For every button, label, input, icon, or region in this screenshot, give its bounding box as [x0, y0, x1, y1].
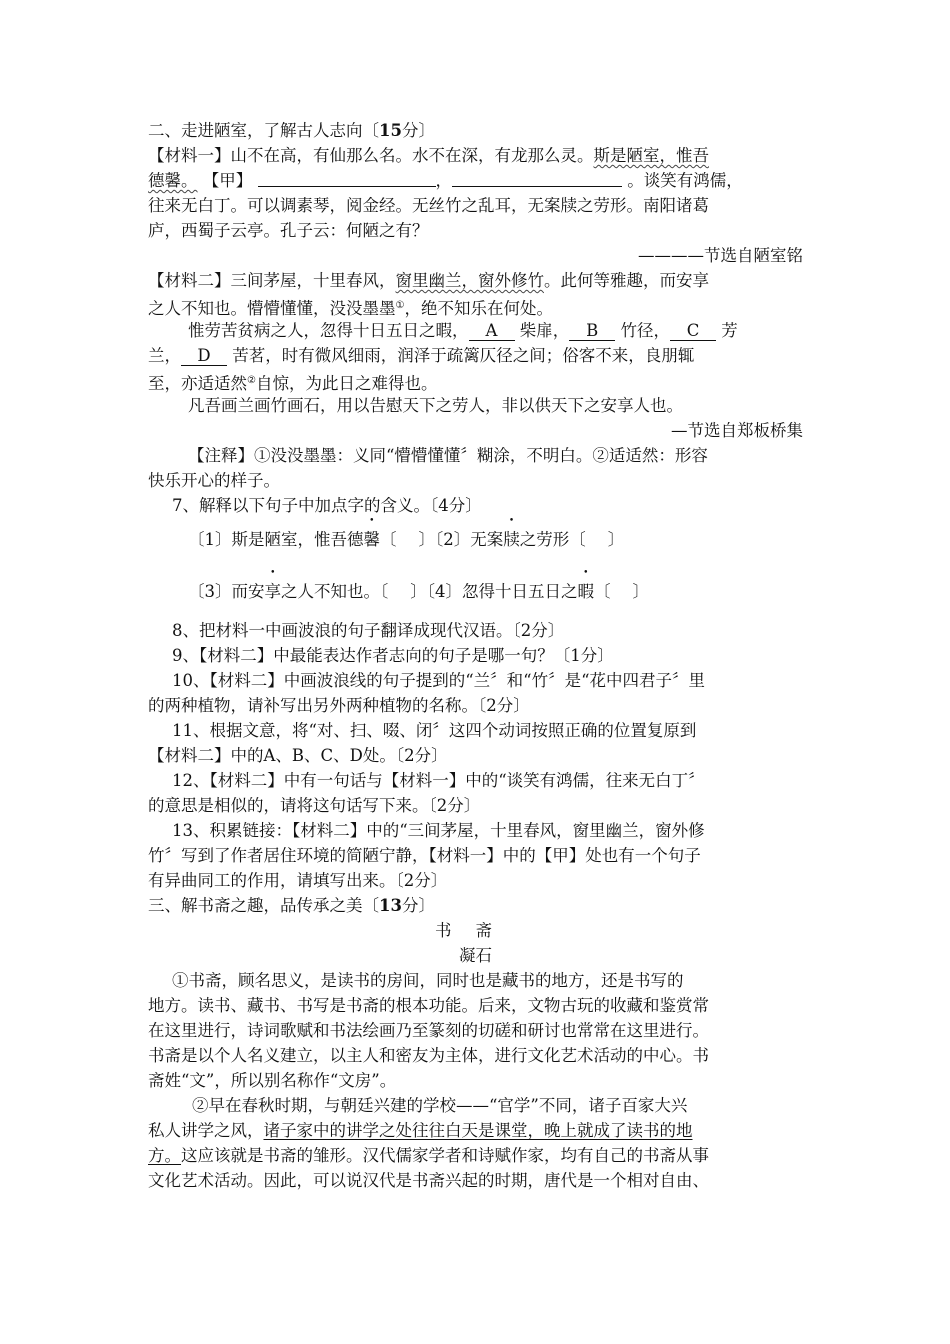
article-underlined-sentence-a: 诸子家中的讲学之处往往白天是课堂，晚上就成了读书的地 — [263, 1121, 693, 1140]
section2-heading — [148, 118, 803, 143]
material1-line1 — [148, 143, 803, 168]
material2-line2-b: ，绝不知乐在何处。 — [404, 299, 553, 318]
q7-s4-close: 〕 — [632, 582, 649, 601]
material1-line2-d: 。谈笑有鸿儒， — [627, 171, 743, 190]
article-p1-l1: ①书斋，顾名思义，是读书的房间，同时也是藏书的地方，还是书写的 — [172, 971, 684, 990]
material1-wavy-sentence-b: 德馨。 — [148, 171, 198, 190]
article-underlined-sentence-b: 方。 — [148, 1146, 181, 1165]
q7-row1 — [148, 518, 803, 556]
article-author: 凝石 — [459, 946, 492, 965]
article-title: 书斋 — [435, 921, 516, 940]
section3-title-pre: 三、解书斋之趣，品传承之美〔 — [148, 896, 379, 915]
blank-b[interactable]: B — [569, 321, 615, 341]
q7-s3-a: 〔3〕而安 — [188, 582, 265, 601]
article-p2-l2-a: 私人讲学之风， — [148, 1121, 264, 1140]
section3-title-post: 分〕 — [401, 896, 435, 915]
note-line2: 快乐开心的样子。 — [148, 471, 280, 490]
material2-p2-line3-a: 至，亦适适然 — [148, 374, 247, 393]
article-p2-l3 — [148, 1143, 803, 1168]
material2-p2-line1-c: 竹径， — [620, 321, 670, 340]
q7-stem: 7、解释以下句子中加点字的含义。〔4分〕 — [172, 496, 482, 515]
material2-line1 — [148, 268, 803, 293]
exam-page — [148, 118, 803, 1193]
q12-line1: 12、【材料二】中有一句话与【材料一】中的“谈笑有鸿儒，往来无白丁〞 — [172, 771, 705, 790]
q10-line1: 10、【材料二】中画波浪线的句子提到的“兰〞和“竹〞是“花中四君子〞里 — [172, 671, 706, 690]
article-p2-l3-b: 这应该就是书斋的雏形。汉代儒家学者和诗赋作家，均有自己的书斋从事 — [181, 1146, 709, 1165]
article-p2-l2 — [148, 1118, 803, 1143]
q7-s3-dotted: 享 — [264, 582, 281, 601]
material2-p2-line2-a: 兰， — [148, 346, 181, 365]
q13-line3: 有异曲同工的作用，请填写出来。〔2分〕 — [148, 871, 448, 890]
material2-p2-line1-a: 惟劳苦贫病之人，忽得十日五日之暇， — [188, 321, 469, 340]
article-title-row — [148, 918, 803, 943]
q7-s3-close: 〕 — [410, 582, 427, 601]
q13-line1: 13、积累链接：【材料二】中的“三间茅屋，十里春风，窗里幽兰，窗外修 — [172, 821, 705, 840]
material2-line1-c: 。此何等雅趣，而安享 — [544, 271, 709, 290]
material1-source: ————节选自陋室铭 — [638, 246, 803, 265]
q7-s4-a: 〔4〕忽得十日五日之 — [426, 582, 578, 601]
article-p1-l3: 在这里进行，诗词歌赋和书法绘画乃至篆刻的切磋和研讨也常常在这里进行。 — [148, 1021, 709, 1040]
article-p2-l1: ②早在春秋时期，与朝廷兴建的学校——“官学”不同，诸子百家大兴 — [192, 1096, 688, 1115]
note-marker-1: ① — [395, 300, 405, 311]
jia-label: 【甲】 — [202, 171, 253, 190]
q7-s4-open: 〔 — [594, 582, 611, 601]
material2-p2-line1 — [148, 318, 803, 343]
q7-s1-open: 〔 — [380, 530, 397, 549]
q7-s2-close: 〕 — [607, 530, 625, 549]
material2-p2-line2-b: 苦茗，时有微风细雨，润泽于疏篱仄径之间；俗客不来，良朋辄 — [232, 346, 695, 365]
material2-p2-line1-d: 芳 — [721, 321, 738, 340]
article-p1-l4: 书斋是以个人名义建立，以主人和密友为主体，进行文化艺术活动的中心。书 — [148, 1046, 709, 1065]
article-p1-l2: 地方。读书、藏书、书写是书斋的根本功能。后来，文物古玩的收藏和鉴赏常 — [148, 996, 709, 1015]
q8: 8、把材料一中画波浪的句子翻译成现代汉语。〔2分〕 — [172, 621, 565, 640]
q10-line2: 的两种植物，请补写出另外两种植物的名称。〔2分〕 — [148, 696, 530, 715]
blank-d[interactable]: D — [181, 346, 227, 366]
material1-line3: 往来无白丁。可以调素琴，阅金经。无丝竹之乱耳，无案牍之劳形。南阳诸葛 — [148, 196, 709, 215]
note-line1: 【注释】①没没墨墨：义同“懵懵懂懂〞糊涂，不明白。②适适然：形容 — [188, 446, 708, 465]
comma: ， — [435, 171, 452, 190]
jia-blank-1[interactable] — [258, 169, 436, 187]
material2-line2-a: 之人不知也。懵懵懂懂，没没墨墨 — [148, 299, 396, 318]
material2-p2-line3-b: 自惊，为此日之难得也。 — [255, 374, 438, 393]
q11-line1: 11、根据文意，将“对、扫、啜、闭〞这四个动词按照正确的位置复原到 — [172, 721, 697, 740]
q7-s2-dotted: 牍 — [503, 530, 520, 549]
q11-line2: 【材料二】中的A、B、C、D处。〔2分〕 — [148, 746, 448, 765]
jia-blank-2[interactable] — [452, 169, 622, 187]
material1-line4: 庐，西蜀子云亭。孔子云：何陋之有？ — [148, 221, 429, 240]
q7-s3-b: 之人不知也。〔 — [281, 582, 389, 601]
material2-p2-line2 — [148, 343, 803, 368]
q9: 9、【材料二】中最能表达作者志向的句子是哪一句？〔1分〕 — [172, 646, 614, 665]
blank-a[interactable]: A — [469, 321, 515, 341]
article-p2-l4: 文化艺术活动。因此，可以说汉代是书斋兴起的时期，唐代是一个相对自由、 — [148, 1171, 709, 1190]
material2-line2 — [148, 293, 803, 318]
q7-s2-a: 〔2〕无案 — [435, 530, 504, 549]
material2-p3: 凡吾画兰画竹画石，用以告慰天下之劳人，非以供天下之安享人也。 — [188, 396, 683, 415]
material2-wavy-sentence: 窗里幽兰，窗外修竹 — [395, 271, 544, 290]
article-p1-l5: 斋姓“文”，所以别名称作“文房”。 — [148, 1071, 397, 1090]
q7-row2 — [148, 570, 803, 608]
q7-s2-b: 之劳形〔 — [519, 530, 586, 549]
material2-p2-line3 — [148, 368, 803, 393]
material2-source: —节选自郑板桥集 — [671, 421, 803, 440]
material2-line1-a: 【材料二】三间茅屋，十里春风， — [148, 271, 396, 290]
note-marker-2: ② — [247, 375, 256, 386]
q12-line2: 的意思是相似的，请将这句话写下来。〔2分〕 — [148, 796, 481, 815]
material1-line1-a: 【材料一】山不在高，有仙那么名。水不在深，有龙那么灵。 — [148, 146, 594, 165]
material2-p2-line1-b: 柴扉， — [519, 321, 570, 340]
section2-title-pre: 二、走进陋室，了解古人志向〔 — [148, 121, 379, 140]
section3-score: 13 — [379, 896, 402, 915]
section2-score: 15 — [379, 121, 402, 140]
q13-line2: 竹〞写到了作者居住环境的简陋宁静，【材料一】中的【甲】处也有一个句子 — [148, 846, 701, 865]
blank-c[interactable]: C — [670, 321, 716, 341]
section2-title-post: 分〕 — [401, 121, 435, 140]
q7-s1-close: 〕 — [418, 530, 435, 549]
material1-wavy-sentence-a: 斯是陋室，惟吾 — [593, 146, 709, 165]
q7-s1-dotted: 馨 — [363, 530, 380, 549]
q7-s1-a: 〔1〕斯是陋室，惟吾德 — [188, 530, 364, 549]
q7-s4-dotted: 暇 — [577, 582, 594, 601]
section3-heading — [148, 893, 803, 918]
material1-line2 — [148, 168, 803, 193]
